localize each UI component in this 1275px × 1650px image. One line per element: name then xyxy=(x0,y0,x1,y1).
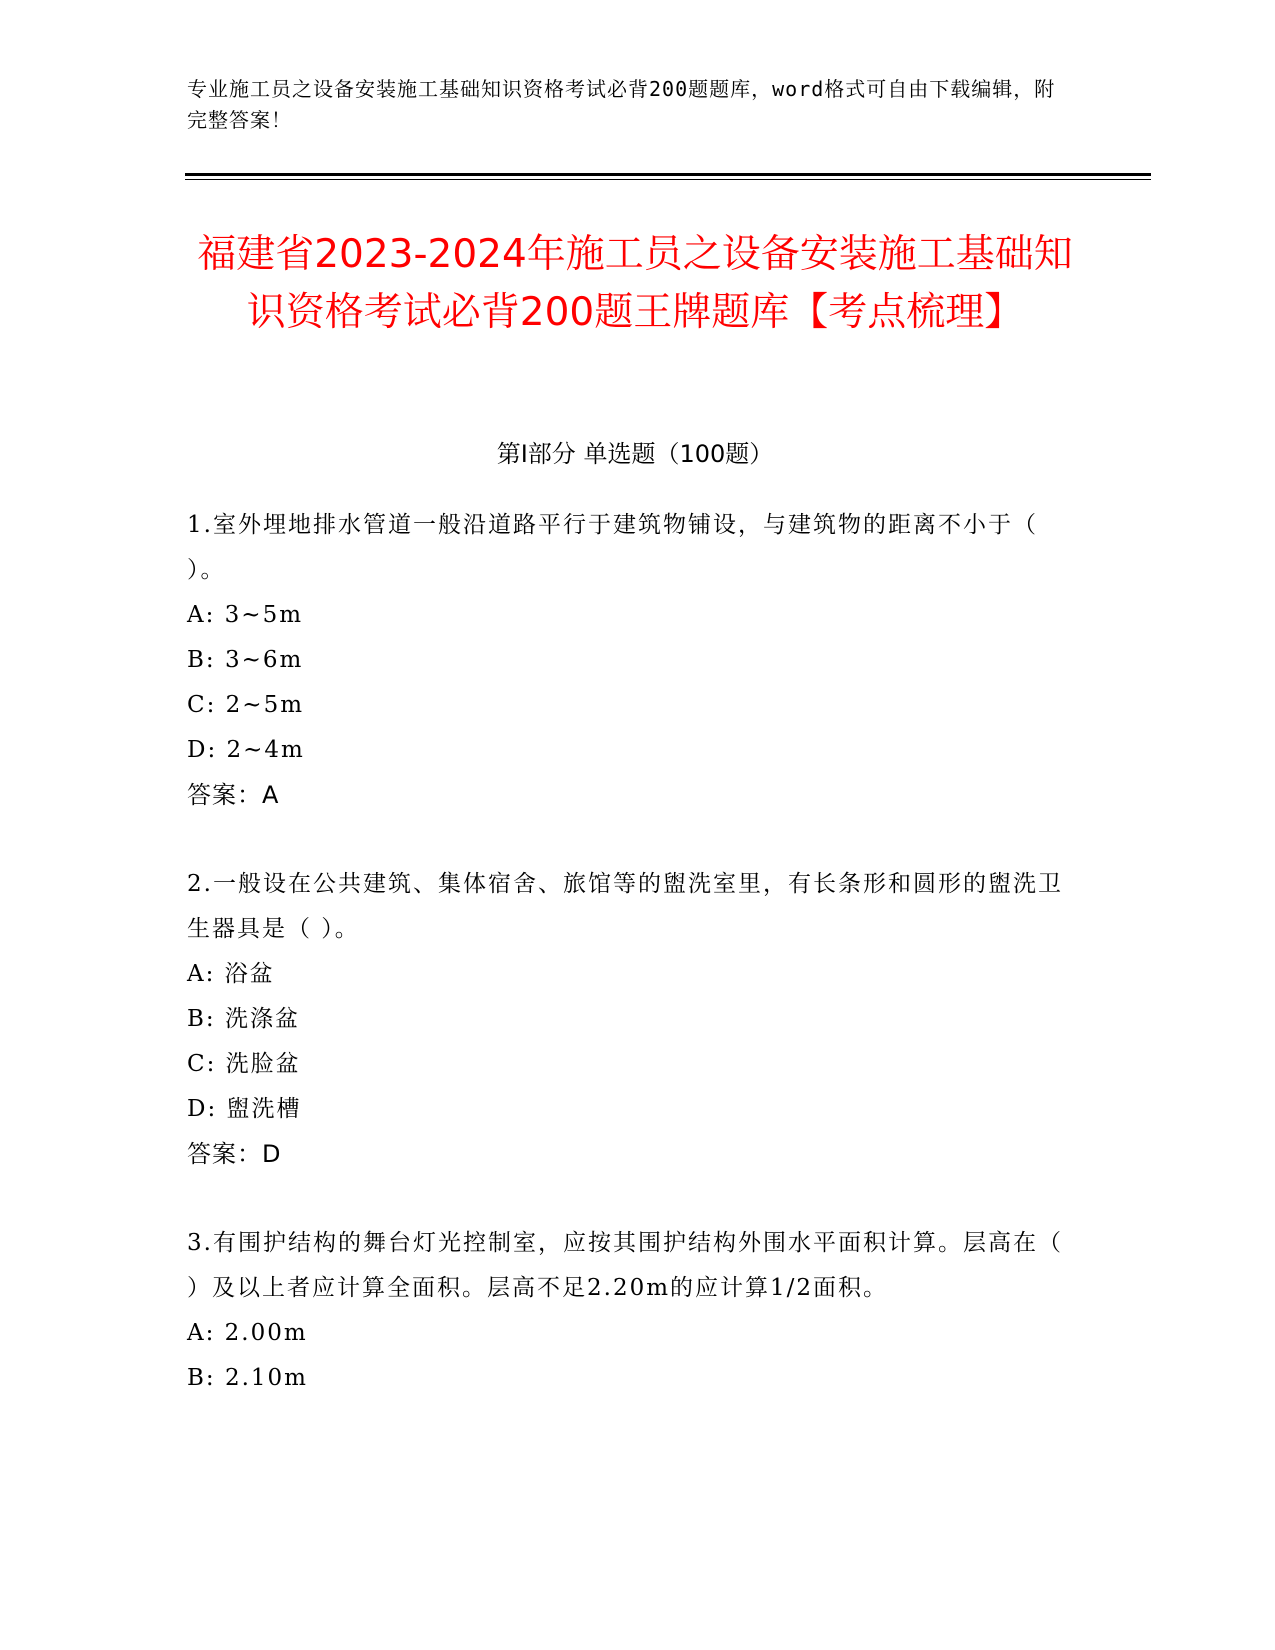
option-b: B: 2.10m xyxy=(187,1365,308,1391)
option-a: A: 3~5m xyxy=(187,602,304,628)
answer-line: 答案：D xyxy=(187,1140,282,1168)
question-stem: 1.室外埋地排水管道一般沿道路平行于建筑物铺设，与建筑物的距离不小于（ ）。 xyxy=(187,512,1038,583)
option-b: B: 洗涤盆 xyxy=(187,1006,300,1032)
option-d: D: 盥洗槽 xyxy=(187,1096,302,1122)
option-d: D: 2~4m xyxy=(187,737,305,763)
question-1 xyxy=(187,503,1067,818)
header-note: 专业施工员之设备安装施工基础知识资格考试必背200题题库，word格式可自由下载编辑，附完整答案！ xyxy=(187,77,1056,132)
option-c: C: 洗脸盆 xyxy=(187,1051,301,1077)
document-title: 福建省2023-2024年施工员之设备安装施工基础知识资格考试必背200题王牌题库【考点梳理】 xyxy=(197,232,1073,335)
question-stem: 3.有围护结构的舞台灯光控制室，应按其围护结构外围水平面积计算。层高在（ ）及以上者应计算全面积。层高不足2.20m的应计算1/2面积。 xyxy=(187,1230,1063,1301)
header-divider-thick xyxy=(185,173,1151,176)
option-b: B: 3~6m xyxy=(187,647,304,673)
question-stem: 2.一般设在公共建筑、集体宿舍、旅馆等的盥洗室里，有长条形和圆形的盥洗卫生器具是（ ）。 xyxy=(187,871,1063,942)
question-3 xyxy=(187,1221,1067,1401)
answer-line: 答案：A xyxy=(187,781,280,809)
option-a: A: 2.00m xyxy=(187,1320,308,1346)
header-divider-thin xyxy=(185,179,1151,180)
option-a: A: 浴盆 xyxy=(187,961,275,987)
option-c: C: 2~5m xyxy=(187,692,305,718)
question-2 xyxy=(187,862,1067,1177)
section-heading: 第I部分 单选题（100题） xyxy=(496,440,774,468)
